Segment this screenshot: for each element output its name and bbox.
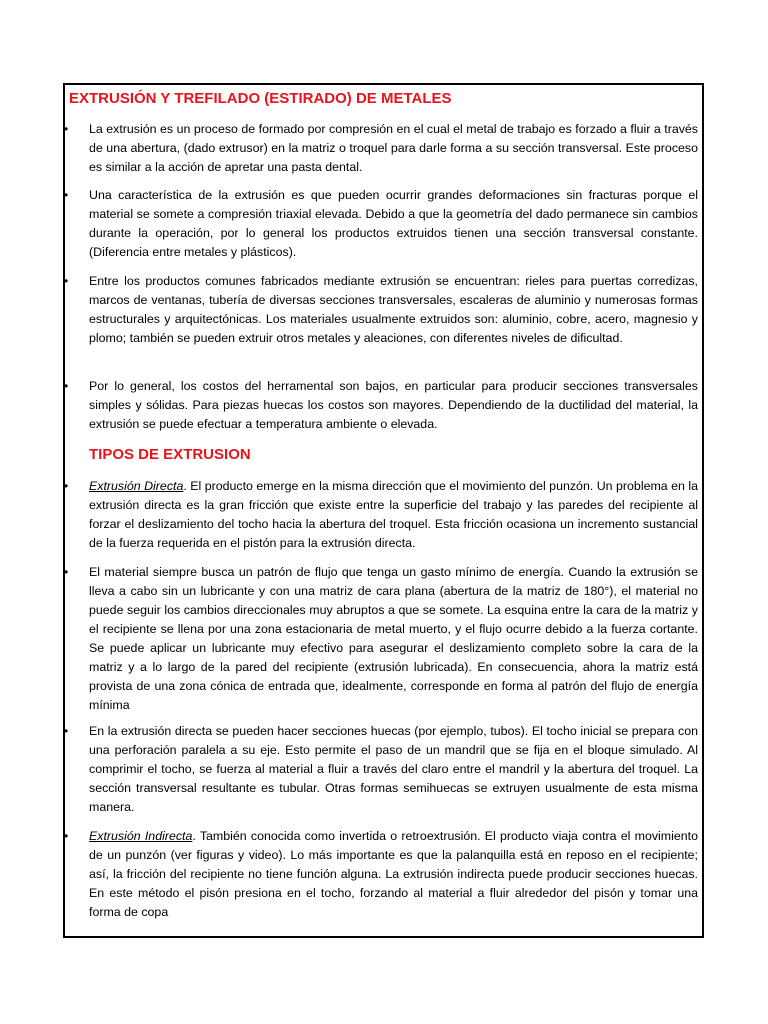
section-title: TIPOS DE EXTRUSION [89,446,251,463]
bullet-icon: • [64,479,69,493]
paragraph-text: En la extrusión directa se pueden hacer secciones huecas (por ejemplo, tubos). El tocho inicial se prepara con una perforación paralela a su eje. Esto permite el paso de un mandril que se fija en el bloque simulado. Al comprimir el tocho, se fuerza al material a fluir a través del claro entre el mandril y la abertura del troquel. La sección transversal resultante es tubular. Otras formas semihuecas se extruyen usualmente de esta misma manera. [89,724,698,814]
paragraph-text: Por lo general, los costos del herramental son bajos, en particular para producir secciones transversales simples y sólidas. Para piezas huecas los costos son mayores. Dependiendo de la ductilidad del material, la extrusión se puede efectuar a temperatura ambiente o elevada. [89,379,698,431]
bullet-icon: • [64,274,69,288]
term-direct-extrusion: Extrusión Directa [89,479,184,493]
list-item-intro-3 [64,272,698,348]
list-item-hollow-sections [64,722,698,817]
list-item-intro-1 [64,120,698,177]
paragraph-text: Una característica de la extrusión es que pueden ocurrir grandes deformaciones sin fracturas porque el material se somete a compresión triaxial elevada. Debido a que la geometría del dado permanece sin cambios durante la operación, por lo general los productos extruidos tienen una sección transversal constante. (Diferencia entre metales y plásticos). [89,188,698,259]
list-item-flow-pattern [64,563,698,715]
list-item-direct-extrusion [64,477,699,553]
paragraph-text: Entre los productos comunes fabricados mediante extrusión se encuentran: rieles para puertas corredizas, marcos de ventanas, tubería de diversas secciones transversales, escaleras de aluminio y numerosas formas estructurales y arquitectónicas. Los materiales usualmente extruidos son: aluminio, cobre, acero, magnesio y plomo; también se pueden extruir otros metales y aleaciones, con diferentes niveles de dificultad. [89,274,698,345]
bullet-icon: • [64,379,69,393]
list-item-intro-2 [64,186,698,262]
bullet-icon: • [64,724,69,738]
paragraph-text: El material siempre busca un patrón de flujo que tenga un gasto mínimo de energía. Cuando la extrusión se lleva a cabo sin un lubricante y con una matriz de cara plana (abertura de la matriz de 180°), el material no puede seguir los cambios direccionales muy abruptos a que se somete. La esquina entre la cara de la matriz y el recipiente se llena por una zona estacionaria de metal muerto, y el flujo ocurre debido a la fuerza cortante. Se puede aplicar un lubricante muy efectivo para asegurar el deslizamiento completo sobre la cara de la matriz y a lo largo de la pared del recipiente (extrusión lubricada). En consecuencia, ahora la matriz está provista de una zona cónica de entrada que, idealmente, corresponde en forma al patrón del flujo de energía mínima [89,565,698,712]
list-item-intro-4 [64,377,698,434]
paragraph-text: . También conocida como invertida o retroextrusión. El producto viaja contra el movimiento de un punzón (ver figuras y video). Lo más importante es que la palanquilla está en reposo en el recipiente; así, la fricción del recipiente no tiene función alguna. La extrusión indirecta puede producir secciones huecas. En este método el pisón presiona en el tocho, forzando al material a fluir alrededor del pisón y tomar una forma de copa [89,829,698,919]
term-indirect-extrusion: Extrusión Indirecta [89,829,193,843]
paragraph-text: . El producto emerge en la misma dirección que el movimiento del punzón. Un problema en la extrusión directa es la gran fricción que existe entre la superficie del trabajo y las paredes del recipiente al forzar el deslizamiento del tocho hacia la abertura del troquel. Esta fricción ocasiona un incremento sustancial de la fuerza requerida en el pistón para la extrusión directa. [89,479,699,550]
bullet-icon: • [64,829,69,843]
bullet-icon: • [64,188,69,202]
document-title: EXTRUSIÓN Y TREFILADO (ESTIRADO) DE METALES [69,90,452,107]
bullet-icon: • [64,565,69,579]
bullet-icon: • [64,122,69,136]
list-item-indirect-extrusion [64,827,698,922]
paragraph-text: La extrusión es un proceso de formado por compresión en el cual el metal de trabajo es forzado a fluir a través de una abertura, (dado extrusor) en la matriz o troquel para darle forma a su sección transversal. Este proceso es similar a la acción de apretar una pasta dental. [89,122,698,174]
